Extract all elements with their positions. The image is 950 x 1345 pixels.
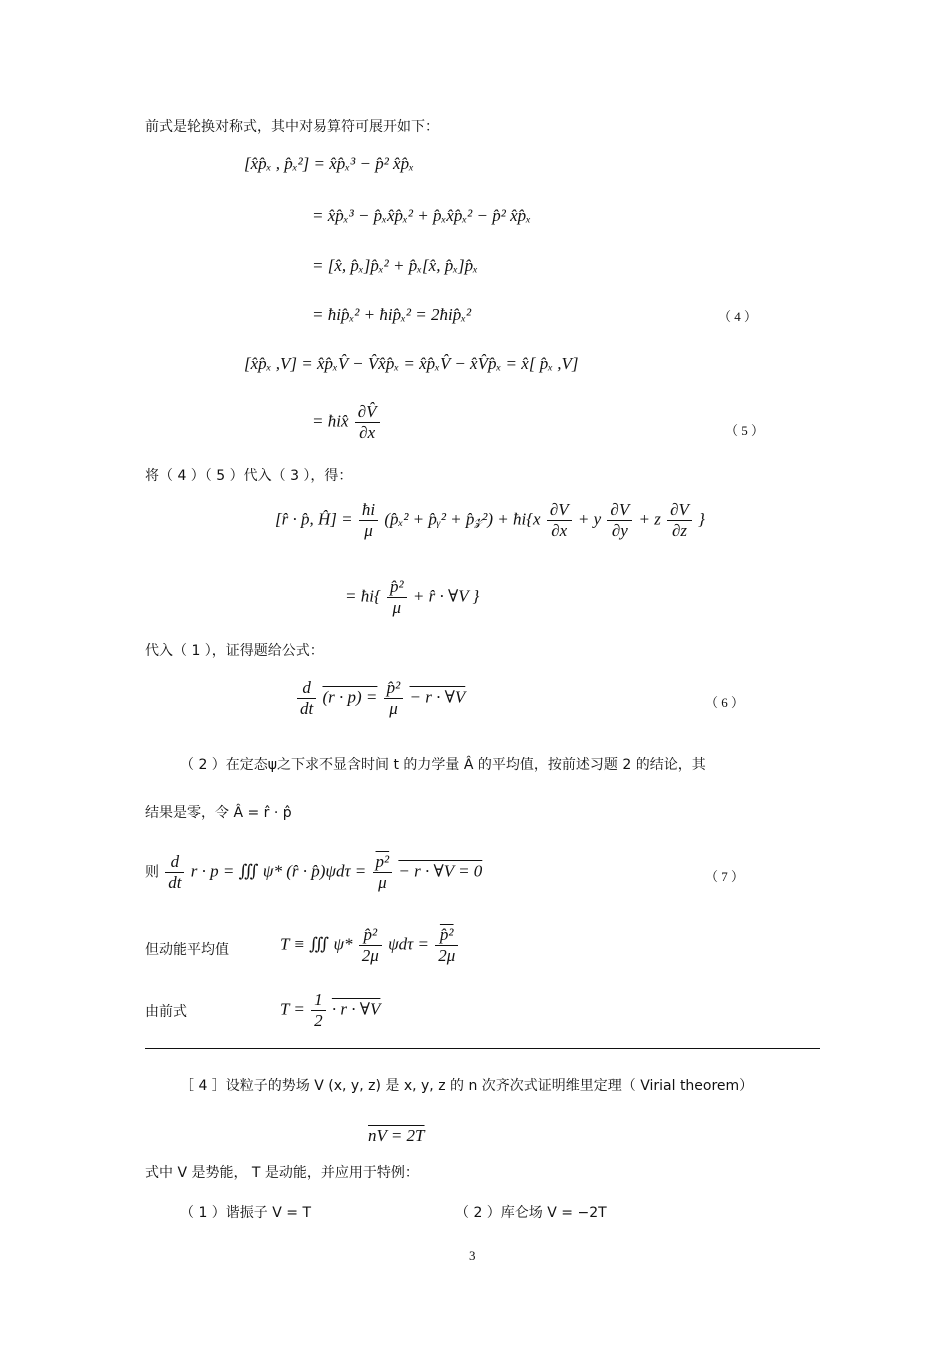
eq4-line1: [x̂p̂ₓ , p̂ₓ²] = x̂p̂ₓ³ − p̂² x̂p̂ₓ [244, 154, 414, 173]
frac-den: ∂x [359, 423, 376, 442]
frac-num: ħi [359, 500, 378, 521]
frac-num: p̂² [359, 925, 382, 946]
eq4-line4: = ħip̂ₓ² + ħip̂ₓ² = 2ħip̂ₓ² [312, 305, 472, 324]
substitute-1-text: 代入（ 1 ），证得题给公式： [145, 643, 324, 659]
hi-mu-fraction [359, 500, 378, 541]
frac-num: d [165, 852, 184, 873]
dVdz-fraction [667, 500, 692, 541]
case1-text: （ 1 ）谐振子 V = T [180, 1205, 312, 1221]
front-eq-a: T = [280, 999, 305, 1019]
virial-equation: nV = 2T [368, 1126, 425, 1145]
eq7-line [145, 852, 482, 893]
d-dt-fraction [165, 852, 184, 893]
p2-2mu-fraction [359, 925, 382, 966]
frac-num: ∂V [547, 500, 572, 521]
sep-z: + z [638, 509, 661, 529]
kin-eq-b: ψdτ = [388, 934, 429, 954]
dVdy-fraction [607, 500, 632, 541]
eq6-mid: (r · p) = [322, 687, 378, 707]
eq6-number: （ 6 ） [705, 695, 745, 710]
kin-eq-a: T ≡ ∭ ψ* [280, 934, 353, 954]
frac-num: ∂V̂ [355, 402, 380, 423]
eq5-prefix: = ħix̂ [312, 411, 349, 431]
frac-num: p̂² [435, 925, 458, 946]
frac-num: p̂² [387, 577, 407, 598]
comm-end: } [698, 509, 705, 529]
comm2-suffix: + r̂ · ∀V } [412, 586, 480, 606]
page-number: 3 [469, 1248, 476, 1263]
commutator-line1 [275, 500, 705, 541]
d-dt-fraction [297, 678, 316, 719]
frac-den: ∂x [551, 521, 568, 540]
frac-den: dt [168, 873, 182, 892]
frac-den: 2 [314, 1011, 323, 1030]
kinetic-eq [280, 925, 460, 966]
result-text: 结果是零，令 Â = r̂ · p̂ [145, 805, 292, 821]
frac-den: μ [378, 873, 387, 892]
case2-text: （ 2 ）库仑场 V = −2T [455, 1205, 607, 1221]
comm-mid: (p̂ₓ² + p̂ᵧ² + p̂𝓏²) + ħi{x [384, 509, 541, 529]
eq6-line [295, 678, 465, 719]
frac-num: ∂V [667, 500, 692, 521]
comm-lhs: [r̂ · p̂, Ĥ] = [275, 509, 353, 529]
frac-den: μ [364, 521, 373, 540]
p2-mu-fraction [384, 678, 404, 719]
frac-num: p² [373, 852, 393, 873]
section-divider [145, 1048, 820, 1049]
explain-text: 式中 V 是势能， T 是动能，并应用于特例： [145, 1165, 419, 1181]
p2-mu-fraction [387, 577, 407, 618]
frac-den: μ [389, 699, 398, 718]
half-fraction [311, 990, 326, 1031]
frac-den: ∂y [611, 521, 628, 540]
intro-text: 前式是轮换对称式，其中对易算符可展开如下： [145, 119, 439, 135]
comm2-prefix: = ħi{ [345, 586, 381, 606]
frac-num: 1 [311, 990, 326, 1011]
eq4-line2: = x̂p̂ₓ³ − p̂ₓx̂p̂ₓ² + p̂ₓx̂p̂ₓ² − p̂² x̂p̂ₓ [312, 206, 531, 225]
sep-y: + y [577, 509, 602, 529]
front-eq-b: · r · ∀V [331, 999, 381, 1019]
eq7-mid: r · p = ∭ ψ* (r̂ · p̂)ψdτ = [190, 861, 367, 881]
frac-den: μ [392, 598, 402, 617]
eq5-line1: [x̂p̂ₓ ,V] = x̂p̂ₓV̂ − V̂x̂p̂ₓ = x̂p̂ₓV̂ − x̂V̂p̂ₓ = x̂[ p̂ₓ ,V] [244, 354, 579, 373]
p2bar-mu-fraction [373, 852, 393, 893]
frac-num: d [297, 678, 316, 699]
frac-den: ∂z [671, 521, 687, 540]
dV-dx-fraction [355, 402, 380, 443]
eq7-prefix: 则 [145, 864, 159, 881]
p2bar-2mu-fraction [435, 925, 458, 966]
question-4-text: ［ 4 ］设粒子的势场 V (x, y, z) 是 x, y, z 的 n 次齐次式证明维里定理（ Virial theorem） [180, 1078, 754, 1094]
kinetic-label: 但动能平均值 [145, 942, 229, 958]
part2-text: （ 2 ）在定态ψ之下求不显含时间 t 的力学量 Â 的平均值，按前述习题 2 的结论，其 [180, 757, 706, 773]
eq5-line2 [312, 402, 382, 443]
substitute-45-text: 将（ 4 ）（ 5 ）代入（ 3 ），得： [145, 468, 353, 484]
frac-den: 2μ [361, 946, 379, 965]
frac-num: p̂² [384, 678, 404, 699]
front-label: 由前式 [145, 1004, 187, 1020]
frac-den: dt [300, 699, 314, 718]
eq6-post: − r · ∀V [409, 687, 466, 707]
frac-den: 2μ [438, 946, 456, 965]
eq5-number: （ 5 ） [725, 423, 765, 438]
front-eq [280, 990, 380, 1031]
dVdx-fraction [547, 500, 572, 541]
eq4-number: （ 4 ） [718, 309, 758, 324]
eq7-number: （ 7 ） [705, 869, 745, 884]
eq4-line3: = [x̂, p̂ₓ]p̂ₓ² + p̂ₓ[x̂, p̂ₓ]p̂ₓ [312, 256, 478, 275]
eq7-post: − r · ∀V = 0 [398, 861, 483, 881]
commutator-line2 [345, 577, 479, 618]
frac-num: ∂V [607, 500, 632, 521]
